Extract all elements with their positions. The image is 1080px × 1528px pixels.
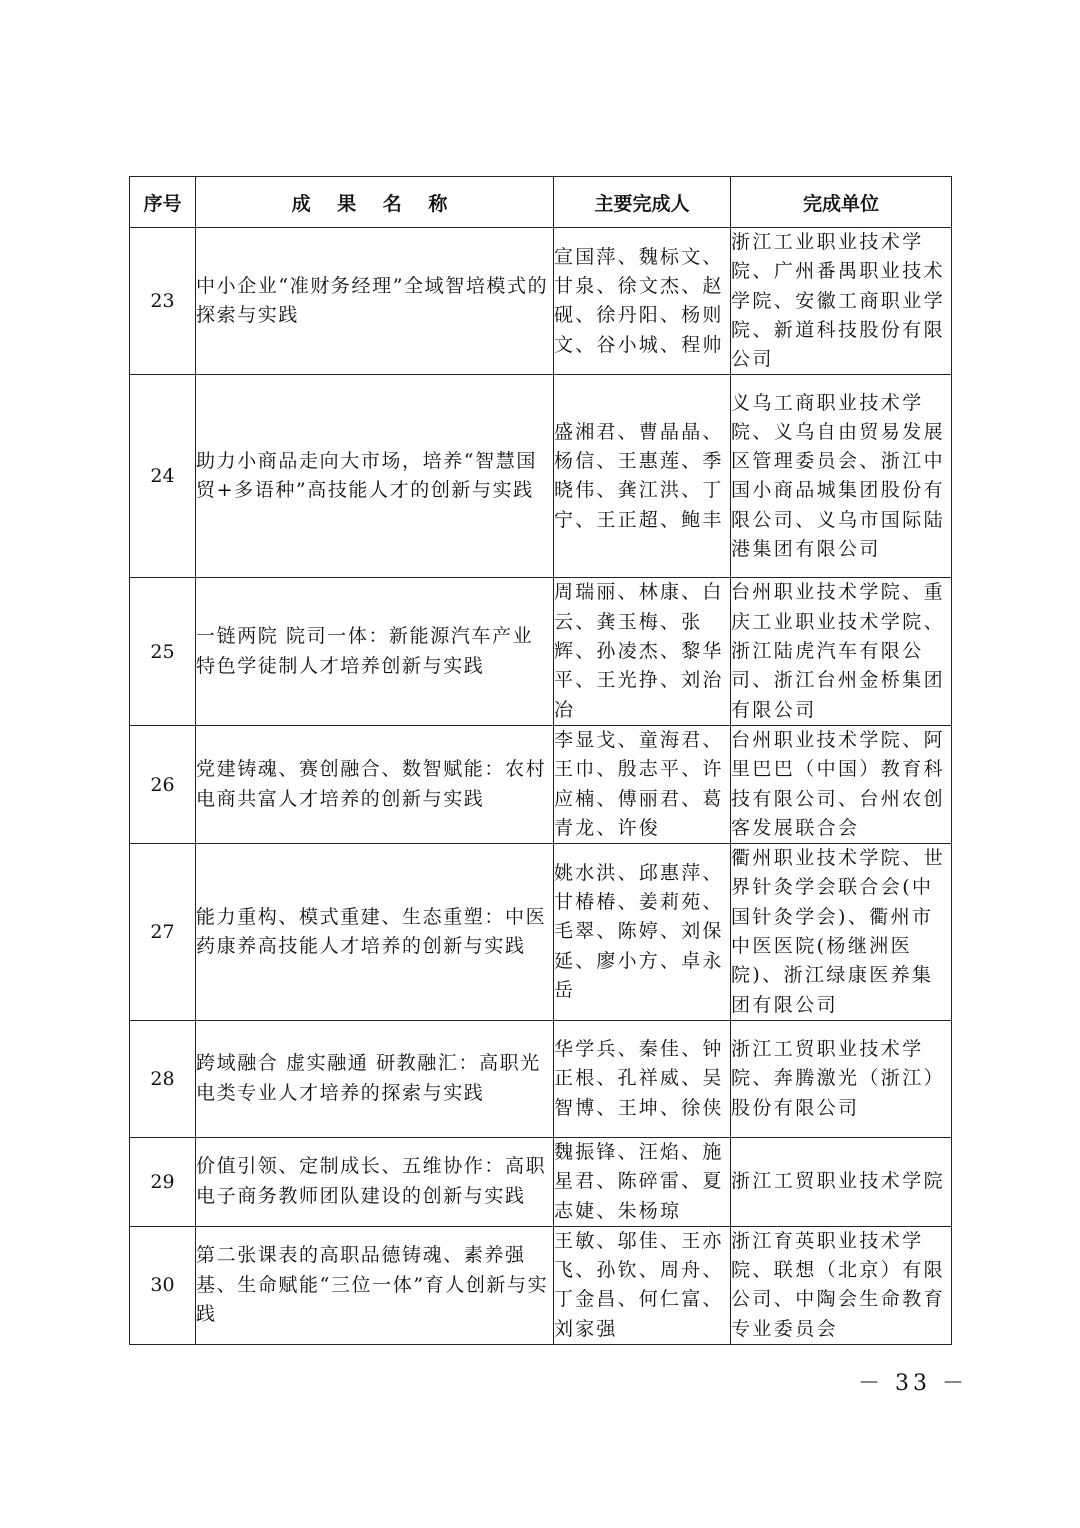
page-number: － 33 － xyxy=(858,1371,968,1396)
header-units: 完成单位 xyxy=(731,177,952,228)
row-number: 27 xyxy=(130,844,196,1021)
row-title: 价值引领、定制成长、五维协作：高职电子商务教师团队建设的创新与实践 xyxy=(196,1137,554,1226)
row-units: 台州职业技术学院、阿里巴巴（中国）教育科技有限公司、台州农创客发展联合会 xyxy=(731,725,952,843)
row-title: 党建铸魂、赛创融合、数智赋能：农村电商共富人才培养的创新与实践 xyxy=(196,725,554,843)
row-number: 26 xyxy=(130,725,196,843)
row-number: 23 xyxy=(130,228,196,375)
row-units: 浙江工贸职业技术学院、奔腾激光（浙江）股份有限公司 xyxy=(731,1020,952,1137)
table-row xyxy=(130,844,952,1021)
row-people: 盛湘君、曹晶晶、杨信、王惠莲、季晓伟、龚江洪、丁宁、王正超、鲍丰 xyxy=(554,375,731,578)
header-people: 主要完成人 xyxy=(554,177,731,228)
row-units: 浙江工业职业技术学院、广州番禺职业技术学院、安徽工商职业学院、新道科技股份有限公司 xyxy=(731,228,952,375)
row-people: 华学兵、秦佳、钟正根、孔祥威、吴智博、王坤、徐侠 xyxy=(554,1020,731,1137)
row-number: 25 xyxy=(130,578,196,725)
table-header-row xyxy=(130,177,952,228)
table-row xyxy=(130,1226,952,1344)
header-title: 成 果 名 称 xyxy=(196,177,554,228)
table-row xyxy=(130,1020,952,1137)
row-people: 魏振锋、汪焰、施星君、陈碎雷、夏志婕、朱杨琼 xyxy=(554,1137,731,1226)
row-units: 衢州职业技术学院、世界针灸学会联合会(中国针灸学会)、衢州市中医医院(杨继洲医院)、浙江绿康医养集团有限公司 xyxy=(731,844,952,1021)
row-title: 助力小商品走向大市场，培养“智慧国贸+多语种”高技能人才的创新与实践 xyxy=(196,375,554,578)
awards-table xyxy=(129,176,952,1345)
row-people: 姚水洪、邱惠萍、甘椿椿、姜莉苑、毛翠、陈婷、刘保延、廖小方、卓永岳 xyxy=(554,844,731,1021)
row-people: 李显戈、童海君、王巾、殷志平、许应楠、傅丽君、葛青龙、许俊 xyxy=(554,725,731,843)
row-units: 浙江育英职业技术学院、联想（北京）有限公司、中陶会生命教育专业委员会 xyxy=(731,1226,952,1344)
row-people: 宣国萍、魏标文、甘泉、徐文杰、赵砚、徐丹阳、杨则文、谷小城、程帅 xyxy=(554,228,731,375)
row-number: 30 xyxy=(130,1226,196,1344)
row-units: 台州职业技术学院、重庆工业职业技术学院、浙江陆虎汽车有限公司、浙江台州金桥集团有限公司 xyxy=(731,578,952,725)
row-title: 一链两院 院司一体：新能源汽车产业特色学徒制人才培养创新与实践 xyxy=(196,578,554,725)
row-people: 王敏、邬佳、王亦飞、孙钦、周舟、丁金昌、何仁富、刘家强 xyxy=(554,1226,731,1344)
row-units: 义乌工商职业技术学院、义乌自由贸易发展区管理委员会、浙江中国小商品城集团股份有限公司、义乌市国际陆港集团有限公司 xyxy=(731,375,952,578)
row-title: 跨域融合 虚实融通 研教融汇：高职光电类专业人才培养的探索与实践 xyxy=(196,1020,554,1137)
row-title: 中小企业“准财务经理”全域智培模式的探索与实践 xyxy=(196,228,554,375)
row-units: 浙江工贸职业技术学院 xyxy=(731,1137,952,1226)
table-row xyxy=(130,375,952,578)
header-number: 序号 xyxy=(130,177,196,228)
row-number: 28 xyxy=(130,1020,196,1137)
row-number: 29 xyxy=(130,1137,196,1226)
table-row xyxy=(130,228,952,375)
table-row xyxy=(130,1137,952,1226)
row-number: 24 xyxy=(130,375,196,578)
row-people: 周瑞丽、林康、白云、龚玉梅、张辉、孙凌杰、黎华平、王光挣、刘治冶 xyxy=(554,578,731,725)
table-row xyxy=(130,725,952,843)
row-title: 第二张课表的高职品德铸魂、素养强基、生命赋能“三位一体”育人创新与实践 xyxy=(196,1226,554,1344)
table-row xyxy=(130,578,952,725)
row-title: 能力重构、模式重建、生态重塑：中医药康养高技能人才培养的创新与实践 xyxy=(196,844,554,1021)
